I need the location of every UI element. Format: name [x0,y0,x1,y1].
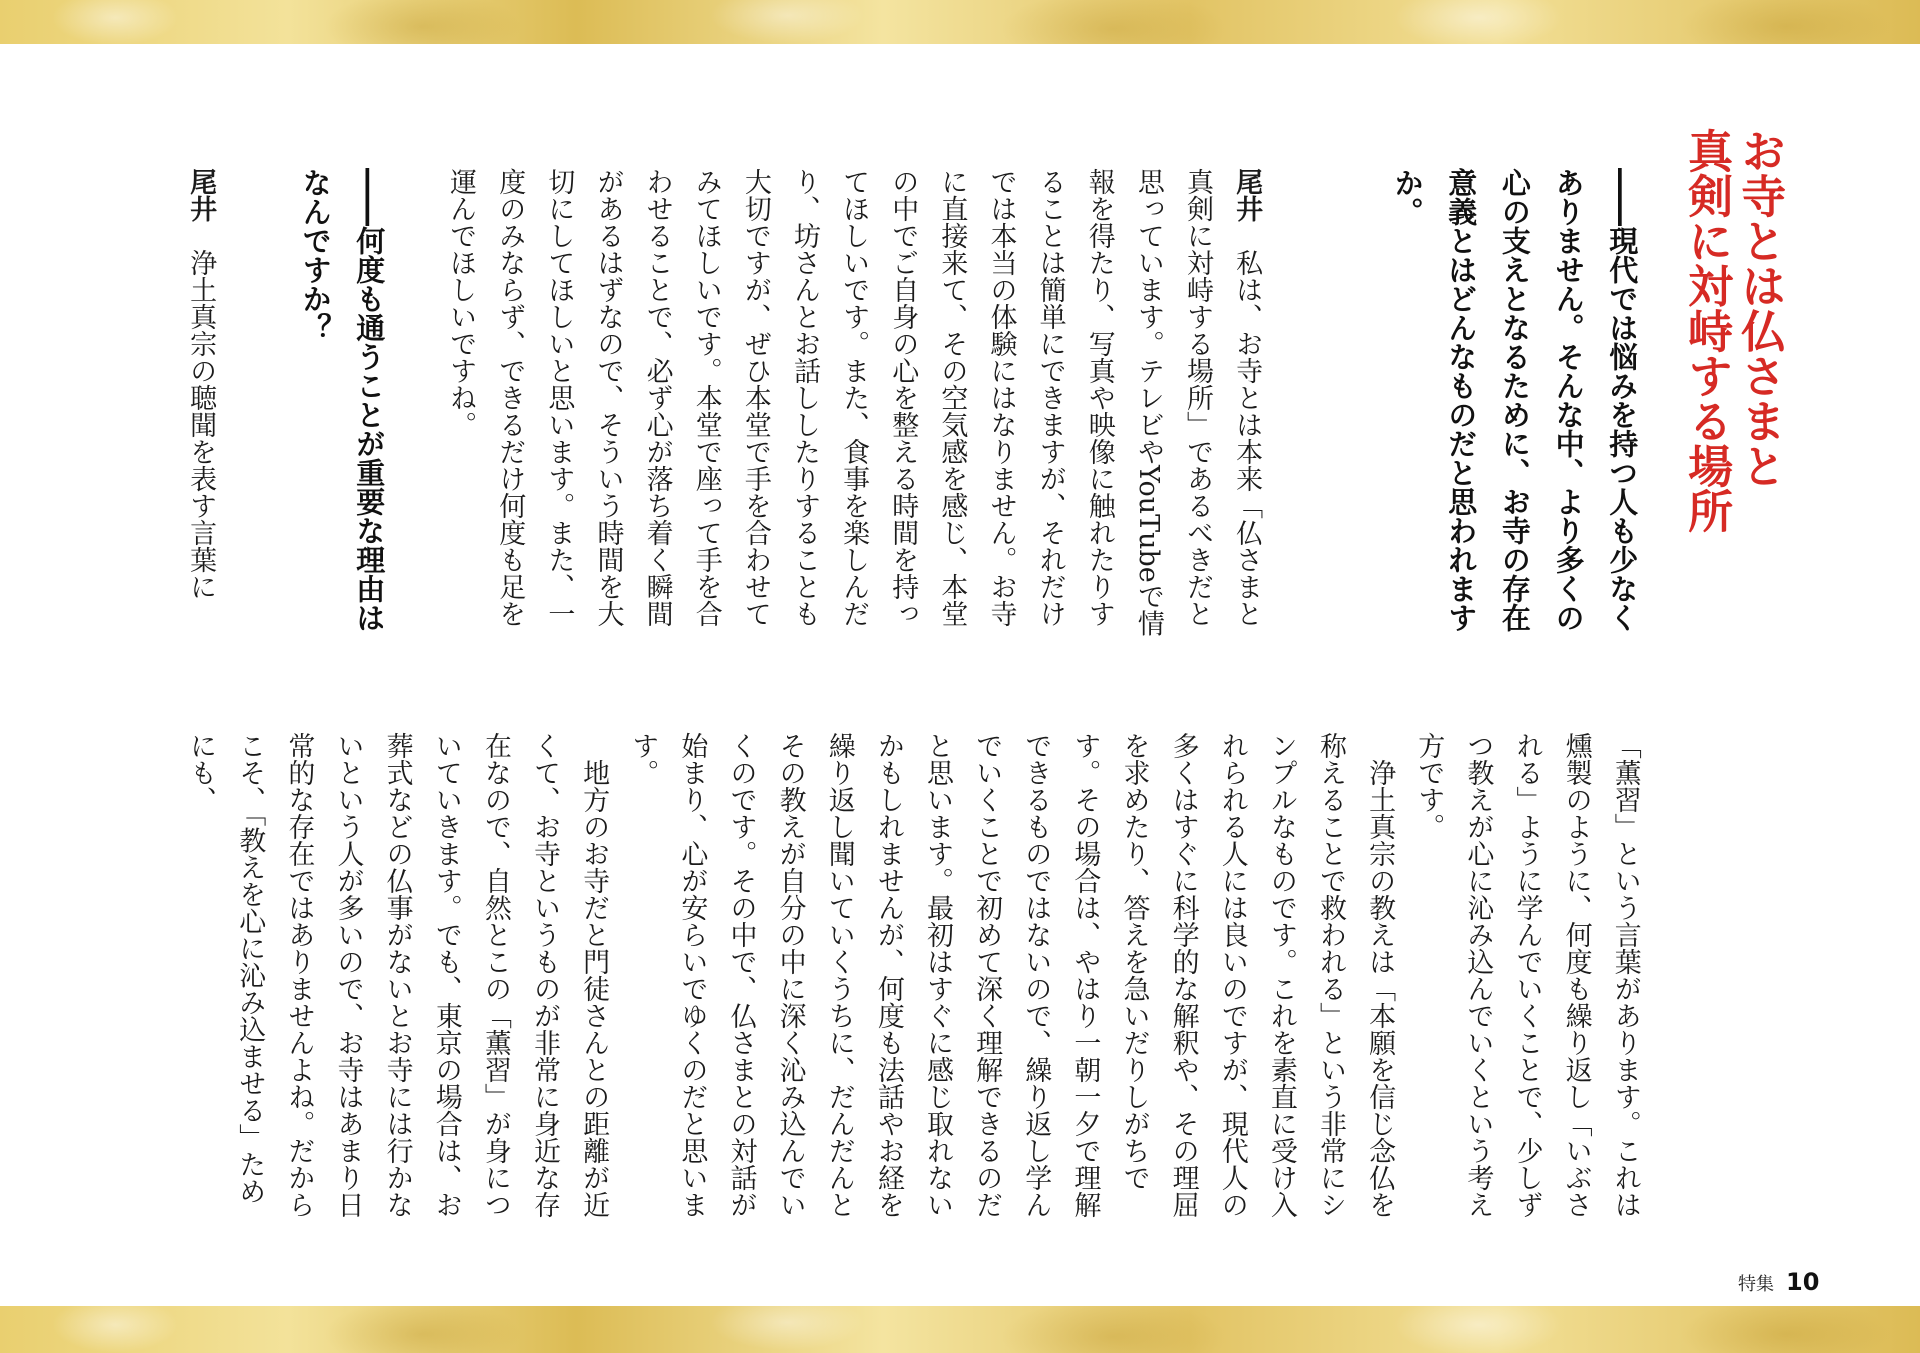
interview-question-2: ――何度も通うことが重要な理由はなんですか？ [298,168,387,632]
gold-footer-band [0,1306,1920,1353]
heading-line-2: 真剣に対峙する場所 [1680,128,1734,533]
speaker-name: 尾井 [185,168,217,222]
answer-2-start [176,168,225,648]
page-number: 10 [1786,1268,1820,1296]
article-heading [1680,128,1786,648]
answer-2-paragraph-3: 地方のお寺だと門徒さんとの距離が近くて、お寺というものが非常に身近な存在なので、自然とこの「薫習」が身についていきます。でも、東京の場合は、お葬式などの仏事がないとお寺には行かないという人が多いので、お寺はあまり日常的な存在ではありませんよね。だからこそ、「教えを心に沁み込ませる」ためにも、 [185,732,610,1218]
section-label: 特集 [1738,1274,1774,1295]
interview-question-1: ――現代では悩みを持つ人も少なくありません。そんな中、より多くの心の支えとなるために、お寺の存在意義とはどんなものだと思われますか。 [1390,168,1640,632]
speaker-name: 尾井 [1231,168,1263,222]
answer-2-opening: 浄土真宗の聴聞を表す言葉に [185,249,217,600]
answer-1-text [436,168,1271,648]
answer-2-paragraph-1: 「薫習」という言葉があります。これは燻製のように、何度も繰り返し「いぶされる」ように学んでいくことで、少しずつ教えが心に沁み込んでいくという考え方です。 [1413,732,1641,1218]
gold-header-band [0,0,1920,44]
page-footer [1738,1268,1819,1296]
answer-2-paragraph-2: 浄土真宗の教えは「本願を信じ念仏を称えることで救われる」という非常にシンプルなものです。これを素直に受け入れられる人には良いのですが、現代人の多くはすぐに科学的な解釈や、その理屈を求めたり、答えを急いだりしがちです。その場合は、やはり一朝一夕で理解できるものではないので、繰り返し学んでいくことで初めて深く理解できるのだと思います。最初はすぐに感じ取れないかもしれませんが、何度も法話やお経を繰り返し聞いていくうちに、だんだんとその教えが自分の中に深く沁み込んでいくのです。その中で、仏さまとの対話が始まり、心が安らいでゆくのだと思います。 [627,732,1396,1218]
answer-1-body: 私は、お寺とは本来「仏さまと真剣に対峙する場所」であるべきだと思っています。テレビやYouTubeで情報を得たり、写真や映像に触れたりすることは簡単にできますが、それだけでは本当の体験にはなりません。お寺に直接来て、その空気感を感じ、本堂の中でご自身の心を整える時間を持ってほしいです。また、食事を楽しんだり、坊さんとお話ししたりすることも大切ですが、ぜひ本堂で手を合わせてみてほしいです。本堂で座って手を合わせることで、必ず心が落ち着く瞬間があるはずなので、そういう時間を大切にしてほしいと思います。また、一度のみならず、できるだけ何度も足を運んでほしいですね。 [445,168,1263,637]
heading-line-1: お寺とは仏さまと [1733,128,1787,488]
answer-2-continued [176,732,1650,1222]
